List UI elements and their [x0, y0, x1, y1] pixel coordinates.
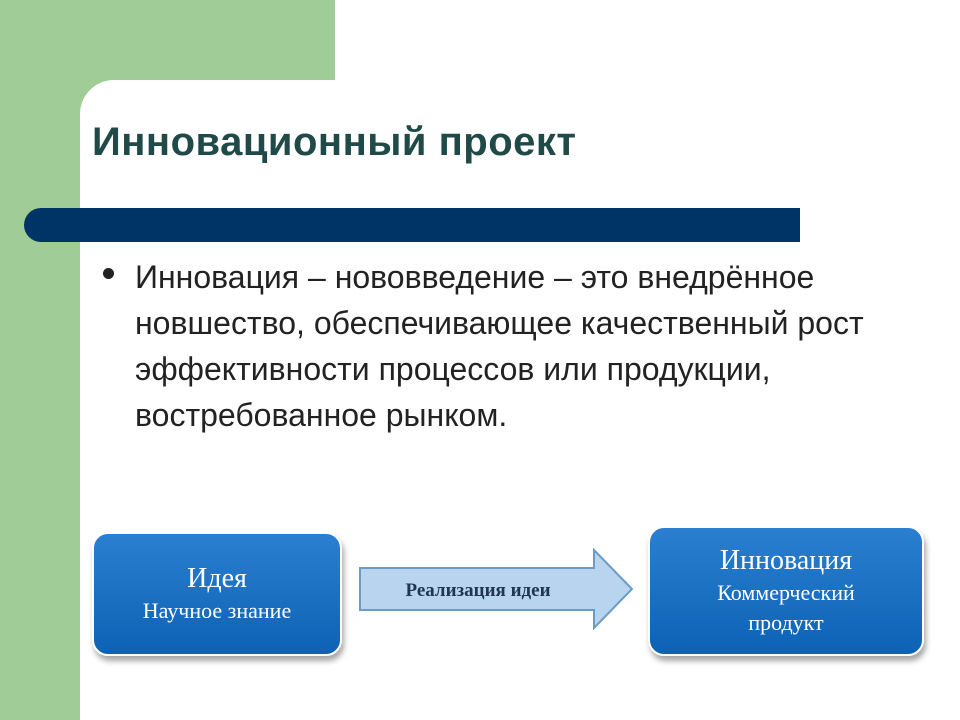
- innovation-box-subtitle-line2: продукт: [748, 610, 824, 635]
- slide-title: Инновационный проект: [92, 120, 577, 164]
- innovation-box: [648, 526, 924, 656]
- idea-box: [92, 532, 342, 656]
- title-underline-bar: [24, 208, 800, 242]
- bullet-dot-icon: [103, 268, 114, 279]
- idea-box-title: Идея: [187, 563, 247, 594]
- innovation-box-title: Инновация: [719, 545, 853, 576]
- arrow-label: Реализация идеи: [405, 580, 551, 601]
- innovation-box-subtitle-line1: Коммерческий: [717, 580, 855, 605]
- idea-box-subtitle: Научное знание: [142, 598, 292, 623]
- bullet-text: Инновация – нововведение – это внедрённое новшество, обеспечивающее качественный рост эффективности процессов или продукции, востребованное рынком.: [135, 259, 864, 433]
- green-accent-strip: [0, 0, 80, 720]
